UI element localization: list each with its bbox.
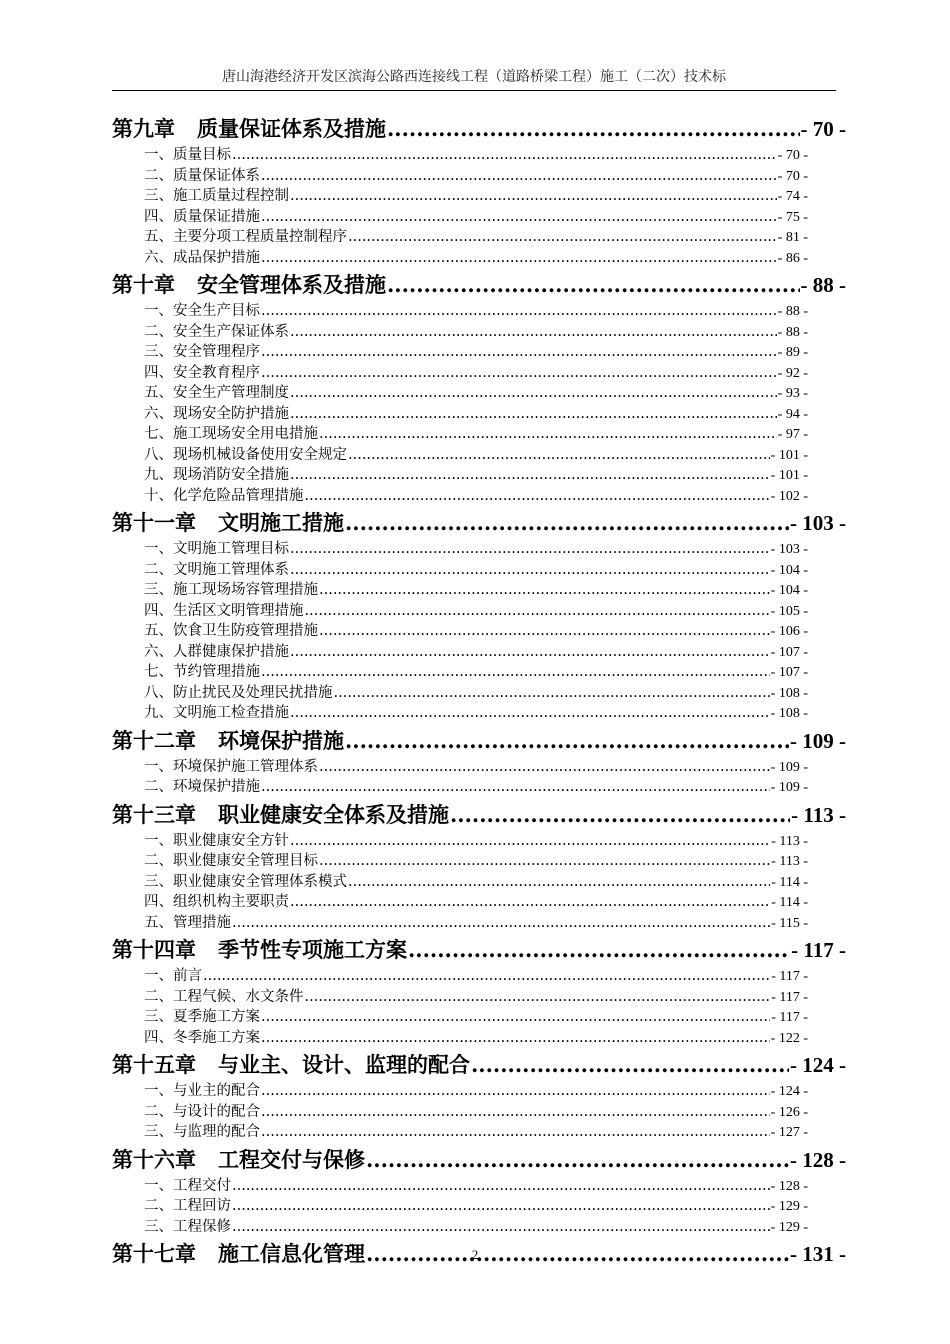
toc-section-entry[interactable]	[112, 872, 808, 893]
dot-leader	[261, 248, 777, 269]
chapter-number: 第十章	[112, 273, 175, 297]
page-ref: - 109 -	[790, 728, 846, 753]
section-title: 十、化学危险品管理措施	[144, 487, 304, 504]
dot-leader	[290, 642, 770, 663]
section-title: 八、现场机械设备使用安全规定	[144, 446, 347, 463]
dot-leader	[408, 933, 790, 966]
toc-section-entry[interactable]	[112, 966, 808, 987]
section-title: 二、工程回访	[144, 1198, 231, 1214]
page-ref: - 88 -	[777, 324, 808, 340]
table-of-contents	[112, 112, 848, 1270]
page-ref: - 92 -	[777, 365, 808, 381]
section-title: 二、质量保证体系	[144, 167, 260, 184]
dot-leader	[261, 662, 770, 683]
toc-section-entry[interactable]	[112, 186, 808, 207]
dot-leader	[261, 1028, 770, 1049]
dot-leader	[290, 892, 770, 913]
dot-leader	[471, 1048, 789, 1081]
dot-leader	[345, 724, 789, 757]
page-ref: - 104 -	[770, 583, 808, 598]
toc-section-entry[interactable]	[112, 621, 808, 642]
section-title: 一、环境保护施工管理体系	[144, 758, 318, 775]
section-title: 五、管理措施	[144, 914, 231, 931]
page-ref: - 115 -	[771, 915, 808, 931]
page-ref: - 107 -	[770, 665, 808, 680]
toc-section-entry[interactable]	[112, 892, 808, 913]
section-title: 九、文明施工检查措施	[144, 705, 289, 721]
page-ref: - 108 -	[770, 685, 808, 701]
dot-leader	[261, 207, 777, 228]
page-ref: - 117 -	[771, 969, 808, 984]
dot-leader	[261, 1122, 770, 1143]
toc-section-entry[interactable]	[112, 831, 808, 852]
toc-section-entry[interactable]	[112, 1122, 808, 1143]
toc-section-entry[interactable]	[112, 1028, 808, 1049]
dot-leader	[290, 539, 770, 560]
page-ref: - 113 -	[771, 833, 808, 849]
toc-section-entry[interactable]	[112, 145, 808, 166]
section-title: 三、施工质量过程控制	[144, 188, 289, 204]
toc-section-entry[interactable]	[112, 703, 808, 724]
chapter-title: 质量保证体系及措施	[197, 117, 386, 141]
dot-leader	[232, 1196, 770, 1217]
page-ref: - 105 -	[770, 603, 808, 619]
toc-chapter-entry[interactable]	[112, 798, 846, 831]
section-title: 一、工程交付	[144, 1177, 231, 1194]
dot-leader	[290, 322, 777, 343]
section-title: 四、生活区文明管理措施	[144, 602, 304, 619]
section-title: 一、质量目标	[144, 147, 231, 163]
dot-leader	[366, 1143, 789, 1176]
dot-leader	[319, 851, 770, 872]
chapter-number: 第十三章	[112, 802, 196, 827]
section-title: 七、施工现场安全用电措施	[144, 426, 318, 442]
dot-leader	[348, 445, 770, 466]
dot-leader	[261, 1007, 770, 1028]
page-ref: - 127 -	[770, 1125, 808, 1140]
dot-leader	[232, 913, 770, 934]
section-title: 七、节约管理措施	[144, 664, 260, 680]
chapter-title: 职业健康安全体系及措施	[218, 802, 449, 827]
section-title: 二、安全生产保证体系	[144, 323, 289, 340]
section-title: 一、与业主的配合	[144, 1083, 260, 1099]
toc-chapter-entry[interactable]	[112, 268, 846, 301]
toc-section-entry[interactable]	[112, 777, 808, 798]
toc-section-entry[interactable]	[112, 227, 808, 248]
page-ref: - 122 -	[770, 1030, 808, 1046]
toc-section-entry[interactable]	[112, 1081, 808, 1102]
chapter-number: 第十七章	[112, 1242, 196, 1266]
section-title: 三、与监理的配合	[144, 1124, 260, 1140]
page-ref: - 97 -	[777, 427, 808, 442]
section-title: 六、成品保护措施	[144, 249, 260, 266]
page-ref: - 103 -	[770, 542, 808, 557]
toc-section-entry[interactable]	[112, 580, 808, 601]
page-ref: - 101 -	[770, 447, 808, 463]
chapter-title: 季节性专项施工方案	[218, 938, 407, 962]
page-ref: - 70 -	[777, 148, 808, 163]
dot-leader	[261, 342, 777, 363]
section-title: 三、工程保修	[144, 1218, 231, 1235]
page-ref: - 75 -	[777, 209, 808, 225]
dot-leader	[319, 621, 770, 642]
chapter-title: 安全管理体系及措施	[197, 273, 386, 297]
toc-section-entry[interactable]	[112, 662, 808, 683]
toc-section-entry[interactable]	[112, 404, 808, 425]
page-ref: - 101 -	[770, 468, 808, 483]
section-title: 六、现场安全防护措施	[144, 405, 289, 422]
page-ref: - 102 -	[770, 488, 808, 504]
section-title: 三、夏季施工方案	[144, 1009, 260, 1025]
chapter-title: 环境保护措施	[218, 728, 344, 753]
page-ref: - 117 -	[771, 1010, 808, 1025]
toc-section-entry[interactable]	[112, 207, 808, 228]
toc-chapter-entry[interactable]	[112, 1143, 846, 1176]
toc-section-entry[interactable]	[112, 1102, 808, 1123]
page-ref: - 126 -	[770, 1104, 808, 1120]
chapter-number: 第九章	[112, 117, 175, 141]
section-title: 三、职业健康安全管理体系模式	[144, 873, 347, 890]
dot-leader	[261, 301, 777, 322]
section-title: 三、安全管理程序	[144, 344, 260, 360]
toc-section-entry[interactable]	[112, 987, 808, 1008]
dot-leader	[348, 227, 777, 248]
page-ref: - 88 -	[800, 273, 846, 297]
page-ref: - 128 -	[770, 1178, 808, 1194]
section-title: 八、防止扰民及处理民扰措施	[144, 684, 333, 701]
chapter-title: 与业主、设计、监理的配合	[218, 1053, 470, 1077]
page-ref: - 81 -	[777, 230, 808, 245]
toc-section-entry[interactable]	[112, 486, 808, 507]
page-ref: - 108 -	[770, 706, 808, 721]
page-ref: - 86 -	[777, 250, 808, 266]
chapter-number: 第十二章	[112, 728, 196, 753]
toc-section-entry[interactable]	[112, 248, 808, 269]
dot-leader	[387, 268, 800, 301]
page-ref: - 106 -	[770, 624, 808, 639]
page-ref: - 109 -	[770, 759, 808, 775]
toc-chapter-entry[interactable]	[112, 1048, 846, 1081]
toc-section-entry[interactable]	[112, 560, 808, 581]
page-ref: - 70 -	[800, 117, 846, 141]
dot-leader	[319, 424, 777, 445]
section-title: 二、文明施工管理体系	[144, 561, 289, 578]
toc-section-entry[interactable]	[112, 539, 808, 560]
dot-leader	[232, 145, 777, 166]
toc-chapter-entry[interactable]	[112, 724, 846, 757]
page-ref: - 89 -	[777, 345, 808, 360]
section-title: 一、安全生产目标	[144, 303, 260, 319]
page-number: 2	[471, 1247, 479, 1262]
page-ref: - 129 -	[770, 1219, 808, 1235]
section-title: 四、安全教育程序	[144, 364, 260, 381]
page-ref: - 113 -	[791, 802, 846, 827]
dot-leader	[290, 186, 777, 207]
dot-leader	[261, 777, 770, 798]
dot-leader	[261, 1081, 770, 1102]
dot-leader	[290, 383, 777, 404]
section-title: 二、工程气候、水文条件	[144, 988, 304, 1005]
dot-leader	[305, 486, 770, 507]
toc-section-entry[interactable]	[112, 301, 808, 322]
chapter-number: 第十一章	[112, 511, 196, 535]
section-title: 六、人群健康保护措施	[144, 643, 289, 660]
section-title: 四、组织机构主要职责	[144, 894, 289, 910]
page-ref: - 93 -	[777, 386, 808, 401]
dot-leader	[290, 404, 777, 425]
section-title: 九、现场消防安全措施	[144, 467, 289, 483]
page-ref: - 74 -	[777, 189, 808, 204]
dot-leader	[290, 560, 770, 581]
section-title: 二、环境保护措施	[144, 779, 260, 795]
toc-section-entry[interactable]	[112, 642, 808, 663]
dot-leader	[387, 112, 800, 145]
dot-leader	[450, 798, 790, 831]
section-title: 四、质量保证措施	[144, 208, 260, 225]
toc-section-entry[interactable]	[112, 913, 808, 934]
chapter-title: 施工信息化管理	[218, 1242, 365, 1266]
dot-leader	[290, 831, 770, 852]
dot-leader	[232, 1176, 770, 1197]
page-ref: - 104 -	[770, 562, 808, 578]
page-ref: - 113 -	[771, 854, 808, 869]
page-ref: - 124 -	[790, 1053, 846, 1077]
section-title: 五、饮食卫生防疫管理措施	[144, 623, 318, 639]
toc-section-entry[interactable]	[112, 465, 808, 486]
toc-section-entry[interactable]	[112, 1007, 808, 1028]
dot-leader	[345, 506, 789, 539]
dot-leader	[305, 601, 770, 622]
dot-leader	[290, 703, 770, 724]
chapter-title: 工程交付与保修	[218, 1147, 365, 1172]
toc-section-entry[interactable]	[112, 1217, 808, 1238]
toc-section-entry[interactable]	[112, 851, 808, 872]
section-title: 一、职业健康安全方针	[144, 832, 289, 849]
toc-section-entry[interactable]	[112, 1196, 808, 1217]
page-ref: - 129 -	[770, 1199, 808, 1214]
toc-section-entry[interactable]	[112, 322, 808, 343]
toc-chapter-entry[interactable]	[112, 112, 846, 145]
dot-leader	[319, 757, 770, 778]
page-ref: - 124 -	[770, 1084, 808, 1099]
toc-section-entry[interactable]	[112, 166, 808, 187]
toc-section-entry[interactable]	[112, 383, 808, 404]
dot-leader	[203, 966, 770, 987]
toc-section-entry[interactable]	[112, 445, 808, 466]
chapter-number: 第十六章	[112, 1147, 196, 1172]
toc-section-entry[interactable]	[112, 757, 808, 778]
section-title: 四、冬季施工方案	[144, 1029, 260, 1046]
dot-leader	[261, 166, 777, 187]
section-title: 三、施工现场场容管理措施	[144, 582, 318, 598]
chapter-number: 第十五章	[112, 1053, 196, 1077]
page-ref: - 114 -	[771, 895, 808, 910]
section-title: 二、职业健康安全管理目标	[144, 853, 318, 869]
toc-chapter-entry[interactable]	[112, 933, 846, 966]
page-ref: - 117 -	[771, 989, 808, 1005]
toc-section-entry[interactable]	[112, 424, 808, 445]
page-ref: - 128 -	[790, 1147, 846, 1172]
toc-section-entry[interactable]	[112, 363, 808, 384]
page-header: 唐山海港经济开发区滨海公路西连接线工程（道路桥梁工程）施工（二次）技术标	[222, 69, 726, 85]
page-ref: - 88 -	[777, 304, 808, 319]
header-rule	[112, 90, 836, 91]
section-title: 一、文明施工管理目标	[144, 541, 289, 557]
dot-leader	[261, 363, 777, 384]
section-title: 二、与设计的配合	[144, 1103, 260, 1120]
chapter-title: 文明施工措施	[218, 511, 344, 535]
dot-leader	[305, 987, 771, 1008]
dot-leader	[319, 580, 770, 601]
page-ref: - 94 -	[777, 406, 808, 422]
toc-section-entry[interactable]	[112, 342, 808, 363]
toc-section-entry[interactable]	[112, 1176, 808, 1197]
page-ref: - 103 -	[790, 511, 846, 535]
toc-section-entry[interactable]	[112, 601, 808, 622]
page-ref: - 109 -	[770, 780, 808, 795]
dot-leader	[348, 872, 770, 893]
dot-leader	[232, 1217, 770, 1238]
chapter-number: 第十四章	[112, 938, 196, 962]
section-title: 五、安全生产管理制度	[144, 385, 289, 401]
dot-leader	[290, 465, 770, 486]
page-ref: - 117 -	[791, 938, 846, 962]
section-title: 一、前言	[144, 968, 202, 984]
toc-chapter-entry[interactable]	[112, 506, 846, 539]
section-title: 五、主要分项工程质量控制程序	[144, 229, 347, 245]
page-ref: - 70 -	[777, 168, 808, 184]
dot-leader	[261, 1102, 770, 1123]
page-ref: - 131 -	[790, 1242, 846, 1266]
toc-section-entry[interactable]	[112, 683, 808, 704]
page-ref: - 114 -	[771, 874, 808, 890]
dot-leader	[334, 683, 770, 704]
page-ref: - 107 -	[770, 644, 808, 660]
